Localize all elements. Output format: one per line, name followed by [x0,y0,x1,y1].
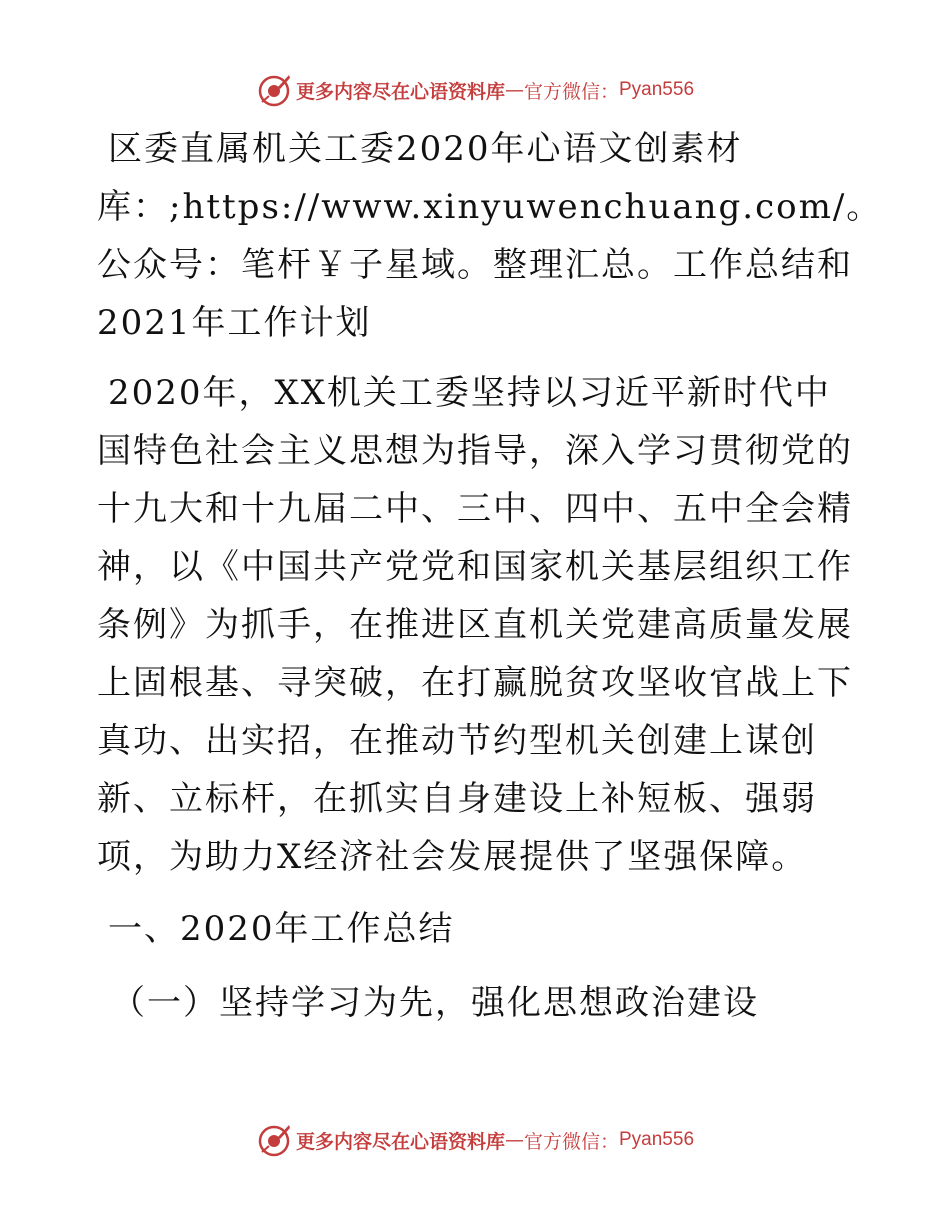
wechat-label: 官方微信： [523,80,619,103]
wechat-label: 官方微信： [523,1130,619,1153]
watermark-text: 更多内容尽在心语资料库 [295,1130,505,1153]
footer-watermark-banner [0,1120,950,1160]
quill-pen-circle-icon [256,72,292,108]
watermark-separator: — [504,79,524,101]
document-title: 区委直属机关工委2020年心语文创素材库：;https://www.xinyuwenchuang.com/。公众号：笔杆￥子星域。整理汇总。工作总结和2021年工作计划 [97,129,883,343]
watermark-separator: — [504,1129,524,1151]
wechat-id: Pyan556 [619,79,695,100]
wechat-id: Pyan556 [619,1129,695,1150]
section-heading: 一、2020年工作总结 [108,909,455,949]
watermark-text: 更多内容尽在心语资料库 [295,80,505,103]
subsection-heading: （一）坚持学习为先，强化思想政治建设 [111,983,759,1023]
header-watermark-banner [0,70,950,110]
document-body [97,120,883,1032]
intro-paragraph: 2020年，XX机关工委坚持以习近平新时代中国特色社会主义思想为指导，深入学习贯彻党的十九大和十九届二中、三中、四中、五中全会精神，以《中国共产党党和国家机关基层组织工作条例》为抓手，在推进区直机关党建高质量发展上固根基、寻突破，在打赢脱贫攻坚收官战上下真功、出实招，在推动节约型机关创建上谋创新、立标杆，在抓实自身建设上补短板、强弱项，为助力X经济社会发展提供了坚强保障。 [97,373,853,877]
quill-pen-circle-icon [256,1122,292,1158]
